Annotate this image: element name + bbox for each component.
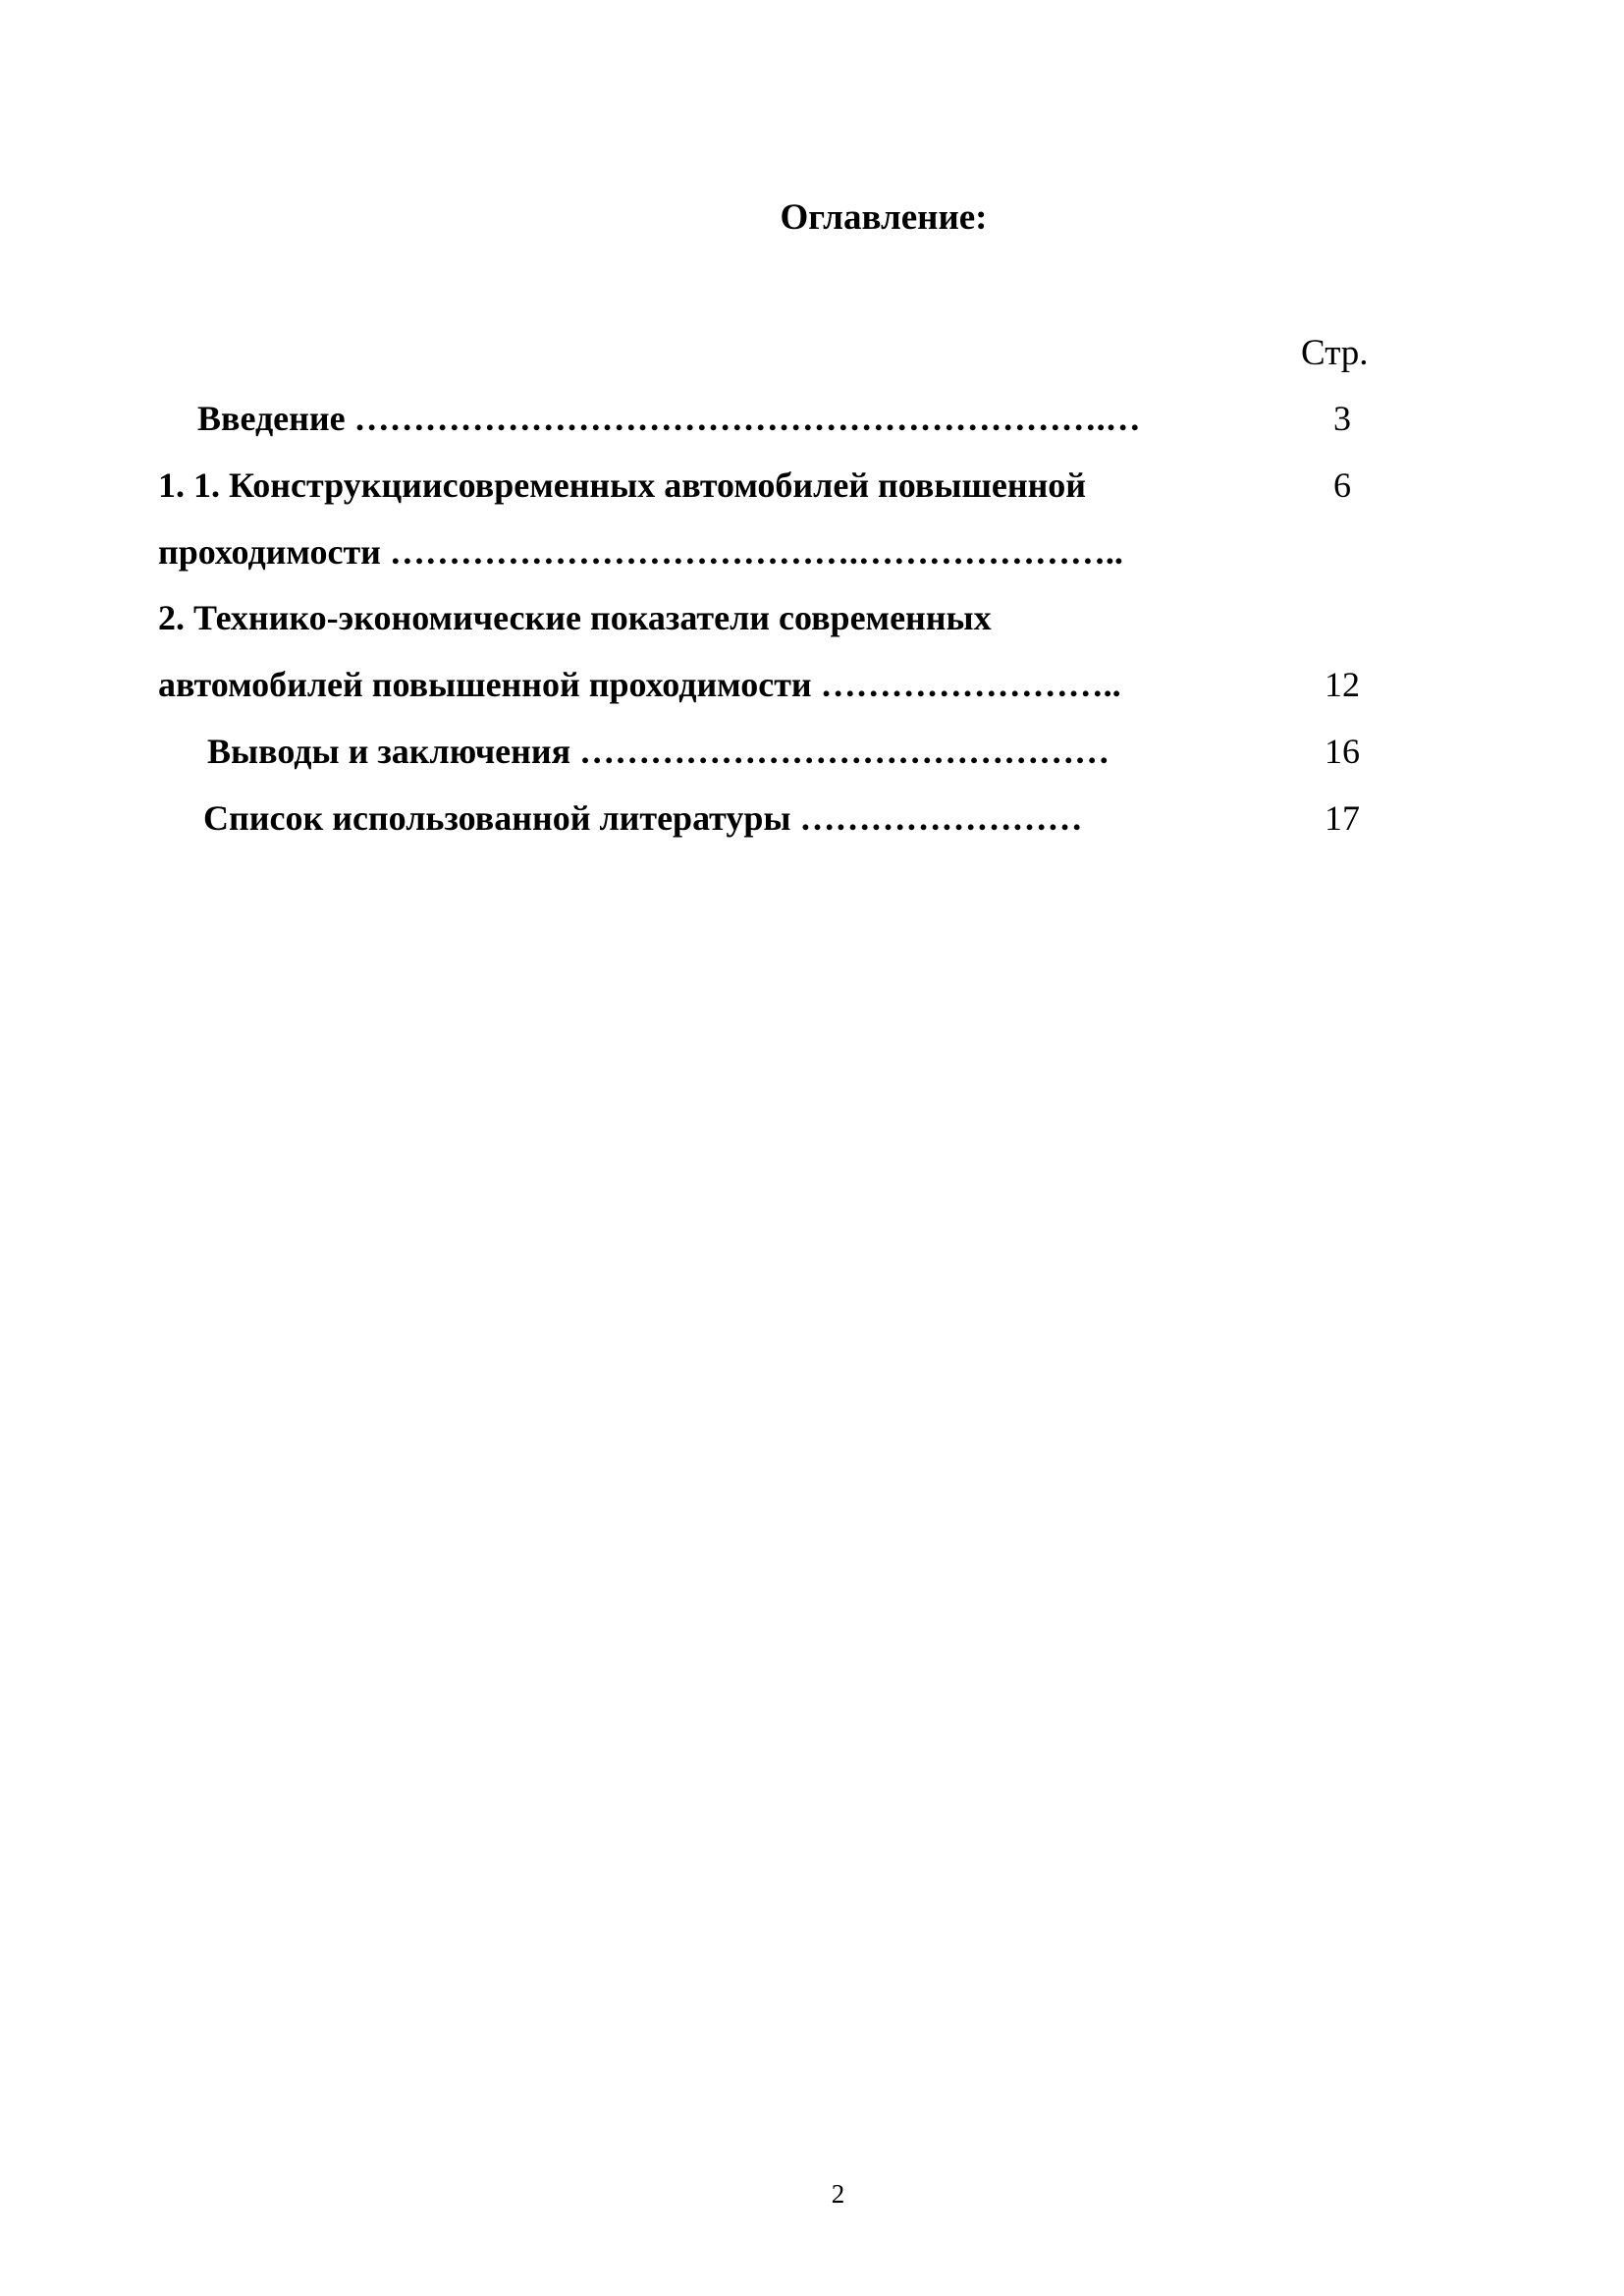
toc-entry-bibliography[interactable]: Список использованной литературы ……………………: [203, 798, 1083, 838]
toc-entry-chapter-2-page: 12: [1325, 665, 1360, 704]
toc-entry-conclusions-page: 16: [1325, 732, 1360, 771]
toc-entry-chapter-1-line-1[interactable]: 1. 1. Конструкциисовременных автомобилей повышенной: [158, 465, 1087, 505]
toc-entry-bibliography-page: 17: [1325, 798, 1360, 838]
toc-entry-introduction[interactable]: Введение ……………………………………………………….…: [197, 399, 1141, 438]
toc-entry-chapter-1-page: 6: [1333, 465, 1351, 505]
toc-entry-chapter-2-line-2[interactable]: автомобилей повышенной проходимости ……………………..: [158, 665, 1121, 704]
toc-entry-chapter-2-line-1[interactable]: 2. Технико-экономические показатели современных: [158, 598, 992, 637]
page-title: Оглавление:: [780, 197, 988, 238]
footer-page-number: 2: [831, 2179, 845, 2209]
toc-entry-introduction-page: 3: [1333, 399, 1351, 438]
toc-entry-conclusions[interactable]: Выводы и заключения ………………………………………: [207, 732, 1110, 771]
toc-entry-chapter-1-line-2[interactable]: проходимости ………………………………….…………………..: [158, 532, 1123, 572]
page-column-header: Стр.: [1301, 333, 1369, 373]
